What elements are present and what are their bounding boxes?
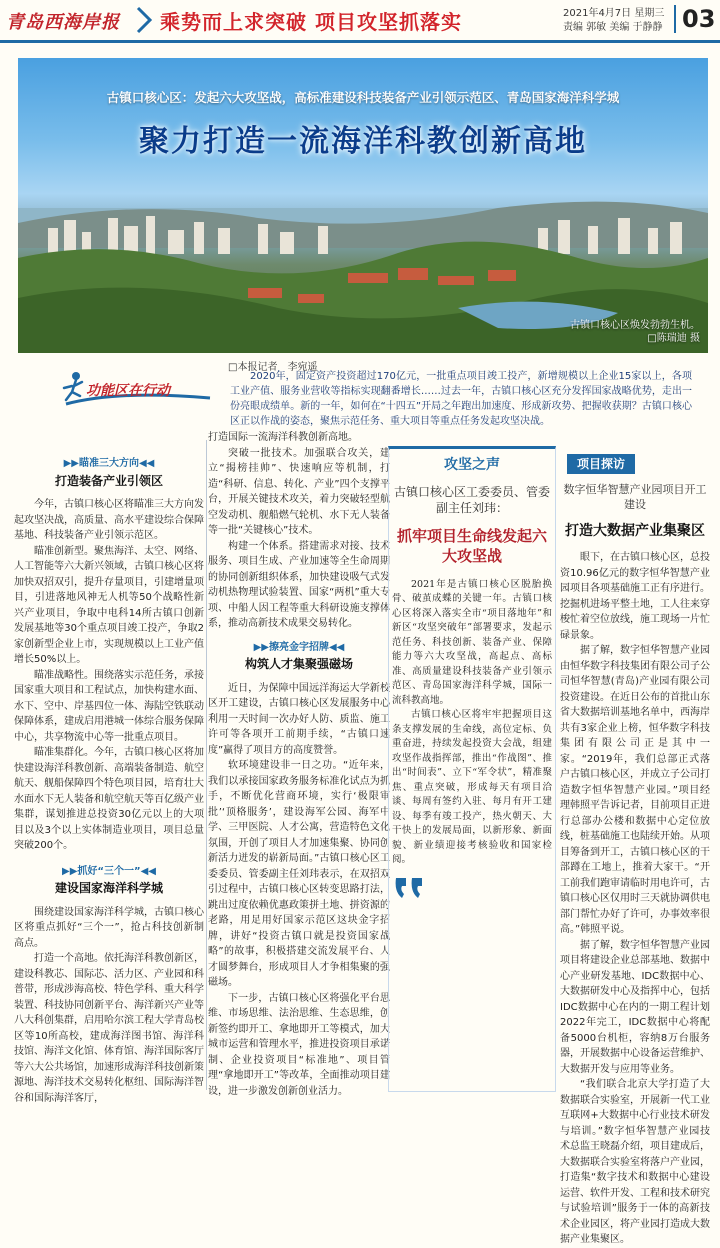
body-paragraph: 2021年是古镇口核心区脱胎换骨、破茧成蝶的关键一年。古镇口核心区将深入落实全市“项目落地年”和新区“攻坚突破年”部署要求，发起示范任务、科技创新、装备产业、保障能力等六大攻坚战，高起点、高标准、高质量建设科技装备产业引领示范区、青岛国家海洋科学城，国际一流科教高地。 bbox=[392, 578, 552, 706]
issue-meta bbox=[563, 7, 664, 35]
column-4 bbox=[560, 456, 710, 1245]
section-kicker-2: ▶▶抓好“三个一”◀◀ bbox=[62, 865, 156, 877]
page-number: 03 bbox=[674, 5, 715, 33]
photo-caption bbox=[570, 319, 700, 345]
page-slogan: 乘势而上求突破 项目攻坚抓落实 bbox=[160, 10, 462, 34]
project-subhead: 数字恒华智慧产业园项目开工建设 bbox=[563, 483, 707, 511]
body-paragraph: 据了解，数字恒华智慧产业园项目将建设企业总部基地、数据中心产业研发基地、IDC数据中心、大数据研发中心及指挥中心，包括IDC数据中心在内的一期工程计划2022年完工，IDC数据中心将配备5000台机柜，容纳8万台服务器，开展数据中心设备运营维护、大数据开发与应用等业务。 bbox=[560, 939, 710, 1075]
section-kicker-1: ▶▶瞄准三大方向◀◀ bbox=[63, 458, 155, 469]
issue-date: 2021年4月7日 星期三 bbox=[563, 8, 665, 19]
photo-kicker: 古镇口核心区：发起六大攻坚战，高标准建设科技装备产业引领示范区、青岛国家海洋科学城 bbox=[106, 90, 620, 105]
newspaper-logo: 青岛西海岸报 bbox=[6, 12, 120, 33]
header-divider-icon bbox=[134, 6, 154, 34]
body-paragraph: 据了解，数字恒华智慧产业园由恒华数字科技集团有限公司子公司恒华智慧(青岛)产业园有限公司投资建设。在近日公布的首批山东省大数据培训基地名单中，西海岸共有3家企业上榜，恒华数字科技集团有限公司正是其中一家。“2019年，我们总部正式落户古镇口核心区，并成立子公司打造数字恒华智慧产业园。”项目经理韩照平告诉记者，目前项目正进行总部办公楼和数据中心定位放线，桩基础施工也陆续开始。从项目筹备到开工，古镇口核心区的干部蹲在工地上，推着大家干。“开工前我们跑审请临时用电许可，古镇口核心区仅用时三天就协调供电部门帮忙办好了许可，办事效率很高。”韩照平说。 bbox=[560, 645, 710, 935]
photo-caption-text: 古镇口核心区焕发勃勃生机。 bbox=[570, 320, 700, 331]
column-badge-label: 功能区在行动 bbox=[86, 383, 170, 399]
page-header bbox=[0, 0, 720, 44]
body-paragraph: 瞄准集群化。今年，古镇口核心区将加快建设海洋科教创新、高端装备制造、航空航天、舰船保障四个特色项目园，培育壮大水面水下无人装备和航空航天等百亿级产业集群，谋划推进总投资30亿元以上的大项目以及3个以上实体制造业项目，项目总量突破200个。 bbox=[14, 747, 204, 851]
body-paragraph: 今年，古镇口核心区将瞄准三大方向发起攻坚决战，高质量、高水平建设综合保障基地、科技装备产业引领示范区。 bbox=[14, 499, 204, 541]
column-badge bbox=[60, 366, 220, 416]
sidebar-box-speaker: 古镇口核心区工委委员、管委副主任刘玮： bbox=[393, 484, 550, 515]
issue-editors: 责编 郭敏 美编 于静静 bbox=[563, 22, 663, 33]
project-headline: 打造大数据产业集聚区 bbox=[565, 523, 705, 539]
column-1 bbox=[14, 452, 204, 1104]
body-paragraph: 围绕建设国家海洋科学城，古镇口核心区将重点抓好“三个一”，抢占科技创新制高点。 bbox=[14, 906, 204, 949]
column-4-content bbox=[560, 482, 710, 1248]
body-paragraph: 软环境建设非一日之功。“近年来，我们以承接国家政务服务标准化试点为抓手，不断优化营商环境，实行‘极限审批’‘顶格服务’，建设海军公园、海军中学、三甲医院、人才公寓，营造特色文化氛围，开创了项目人才加速集聚、协同创新活力迸发的崭新局面。”古镇口核心区工委委员、管委副主任刘玮表示，在双招双引过程中，古镇口核心区转变思路打法，跳出过度依赖优惠政策拼土地、拼资源的老路，用足用好国家示范区这块金字招牌，讲好“投资古镇口就是投资国家战略”的故事，积极搭建交流发展平台、人才圆梦舞台，形成项目人才争相集聚的强磁场。 bbox=[208, 760, 390, 988]
body-paragraph: 眼下，在古镇口核心区，总投资10.96亿元的数字恒华智慧产业园项目各项基础施工正有序进行。挖掘机进场平整土地，工人往来穿梭忙着空位放线，施工现场一片忙碌景象。 bbox=[560, 552, 710, 641]
main-headline: 聚力打造一流海洋科教创新高地 bbox=[139, 124, 587, 159]
column-3-interview bbox=[392, 458, 552, 1093]
body-paragraph: 瞄准创新型。聚焦海洋、太空、网络、人工智能等六大新兴领域，古镇口核心区将加快双招双引，提升存量项目，引建增量项目，引进落地风神无人机等50个战略性新兴产业项目，争取中电科14所古镇口创新发展基地等30个重点项目竣工投产，争取2家创新型企业上市，实现规模以上工业产值增长50%以上。 bbox=[14, 545, 204, 665]
column-2 bbox=[208, 430, 390, 1097]
lead-paragraph: 2020年，固定资产投资超过170亿元，一批重点项目竣工投产，新增规模以上企业15家以上，各项工业产值、服务业营收等指标实现翻番增长……过去一年，古镇口核心区充分发挥国家战略优势，走出一份亮眼成绩单。新的一年，如何在“十四五”开局之年跑出加速度、形成新攻势、把握收获期？古镇口核心区正以作战的姿态，聚焦示范任务、重大项目等重点任务发起攻坚决战。 bbox=[230, 371, 692, 427]
body-paragraph: 构建一个体系。搭建需求对接、技术服务、项目生成、产业加速等全生命周期的协同创新组织体系，加快建设吸气式发动机热物理试验装置、国家“两机”重大专项、中船人因工程等重大科研设施支撑体系，推动高新技术成果交易转化。 bbox=[208, 540, 390, 629]
quote-mark-icon bbox=[392, 874, 432, 904]
body-paragraph: 瞄准战略性。围绕落实示范任务，承接国家重大项目和工程试点，加快构建水面、水下、空中、岸基四位一体、海陆空铁联动保障体系，建成启用港城一体综合服务保障中心，共享物流中心等一批重点项目。 bbox=[14, 669, 204, 743]
header-rule bbox=[0, 40, 720, 43]
project-visit-tag: 项目探访 bbox=[567, 454, 635, 474]
body-paragraph: 近日，为保障中国远洋海运大学新校区开工建设，古镇口核心区发展服务中心利用一天时间一次办好人防、质监、施工许可等各项开工前期手续，“古镇口速度”赢得了项目方的高度赞誉。 bbox=[208, 682, 390, 756]
article-byline: □本报记者 李宛遥 bbox=[228, 362, 318, 373]
body-paragraph: “我们联合北京大学打造了大数据联合实验室，开展新一代工业互联网+大数据中心行业技术研发与培训。”数字恒华智慧产业园技术总监王晓磊介绍，项目建成后，大数据联合实验室将落户产业园，打造集“数字技术和数据中心建设运营、软件开发、工程和技术研究与试验培训”服务于一体的高新技术企业园区，将产业园打造成大数据产业集聚区。 bbox=[560, 1079, 710, 1245]
photo-credit: □陈瑞迪 摄 bbox=[647, 333, 700, 344]
section-title-2: 建设国家海洋科学城 bbox=[54, 881, 163, 895]
column-divider bbox=[206, 440, 207, 1090]
body-paragraph: 下一步，古镇口核心区将强化平台思维、市场思维、法治思维、生态思维，创新签约即开工、拿地即开工等模式，加大城市运营和管理水平，推进投资项目承诺制、企业投资项目“标准地”、项目管理“拿地即开工”等改革，全面推动项目建设，进一步激发创新创业活力。 bbox=[208, 992, 390, 1097]
section-kicker-3: ▶▶擦亮金字招牌◀◀ bbox=[253, 641, 345, 653]
section-title-1: 打造装备产业引领区 bbox=[54, 473, 163, 488]
sidebar-box-headline: 抓牢项目生命线发起六大攻坚战 bbox=[396, 526, 547, 565]
section-title-3: 构筑人才集聚强磁场 bbox=[244, 657, 353, 671]
body-paragraph: 打造一个高地。依托海洋科教创新区，建设科教芯、国际芯、活力区、产业园和科普带，形成涉海高校、特色学科、重大科学装置、科技协同创新平台、海洋新兴产业等八大科创集群，启用哈尔滨工程大学青岛校区等10所高校，建成海洋图书馆、海洋科技馆、海洋文化馆、体育馆、海洋国际客厅等六大公共场馆，加速形成海洋科技创新策源地、海洋技术交易转化枢纽、国际海洋智谷和国际海洋客厅， bbox=[14, 953, 204, 1104]
sidebar-box-title: 攻坚之声 bbox=[444, 457, 500, 473]
body-paragraph: 古镇口核心区将牢牢把握项目这条支撑发展的生命线，高位定标、负重奋进，持续发起投资大会战，组建攻坚作战指挥部，推出“作战图”、推出“时间表”、立下“军令状”，精准聚焦、重点突破，形成每天有项目洽谈、每周有签约入驻、每月有开工建设、每季有竣工投产，热火朝天、大干快上的发展局面，以新形象、新面貌、新业绩迎接考核验收和国家检阅。 bbox=[392, 709, 552, 865]
body-paragraph: 突破一批技术。加强联合攻关，建立“揭榜挂帅”、快速响应等机制，打造“科研、信息、转化、产业”四个支撑平台，开展关键技术攻关，着力突破轻型航空发动机、舰船燃气轮机、水下无人装备等一批“关键核心”技术。 bbox=[208, 447, 390, 536]
body-paragraph: 打造国际一流海洋科教创新高地。 bbox=[208, 432, 358, 443]
hero-photo bbox=[18, 58, 708, 353]
